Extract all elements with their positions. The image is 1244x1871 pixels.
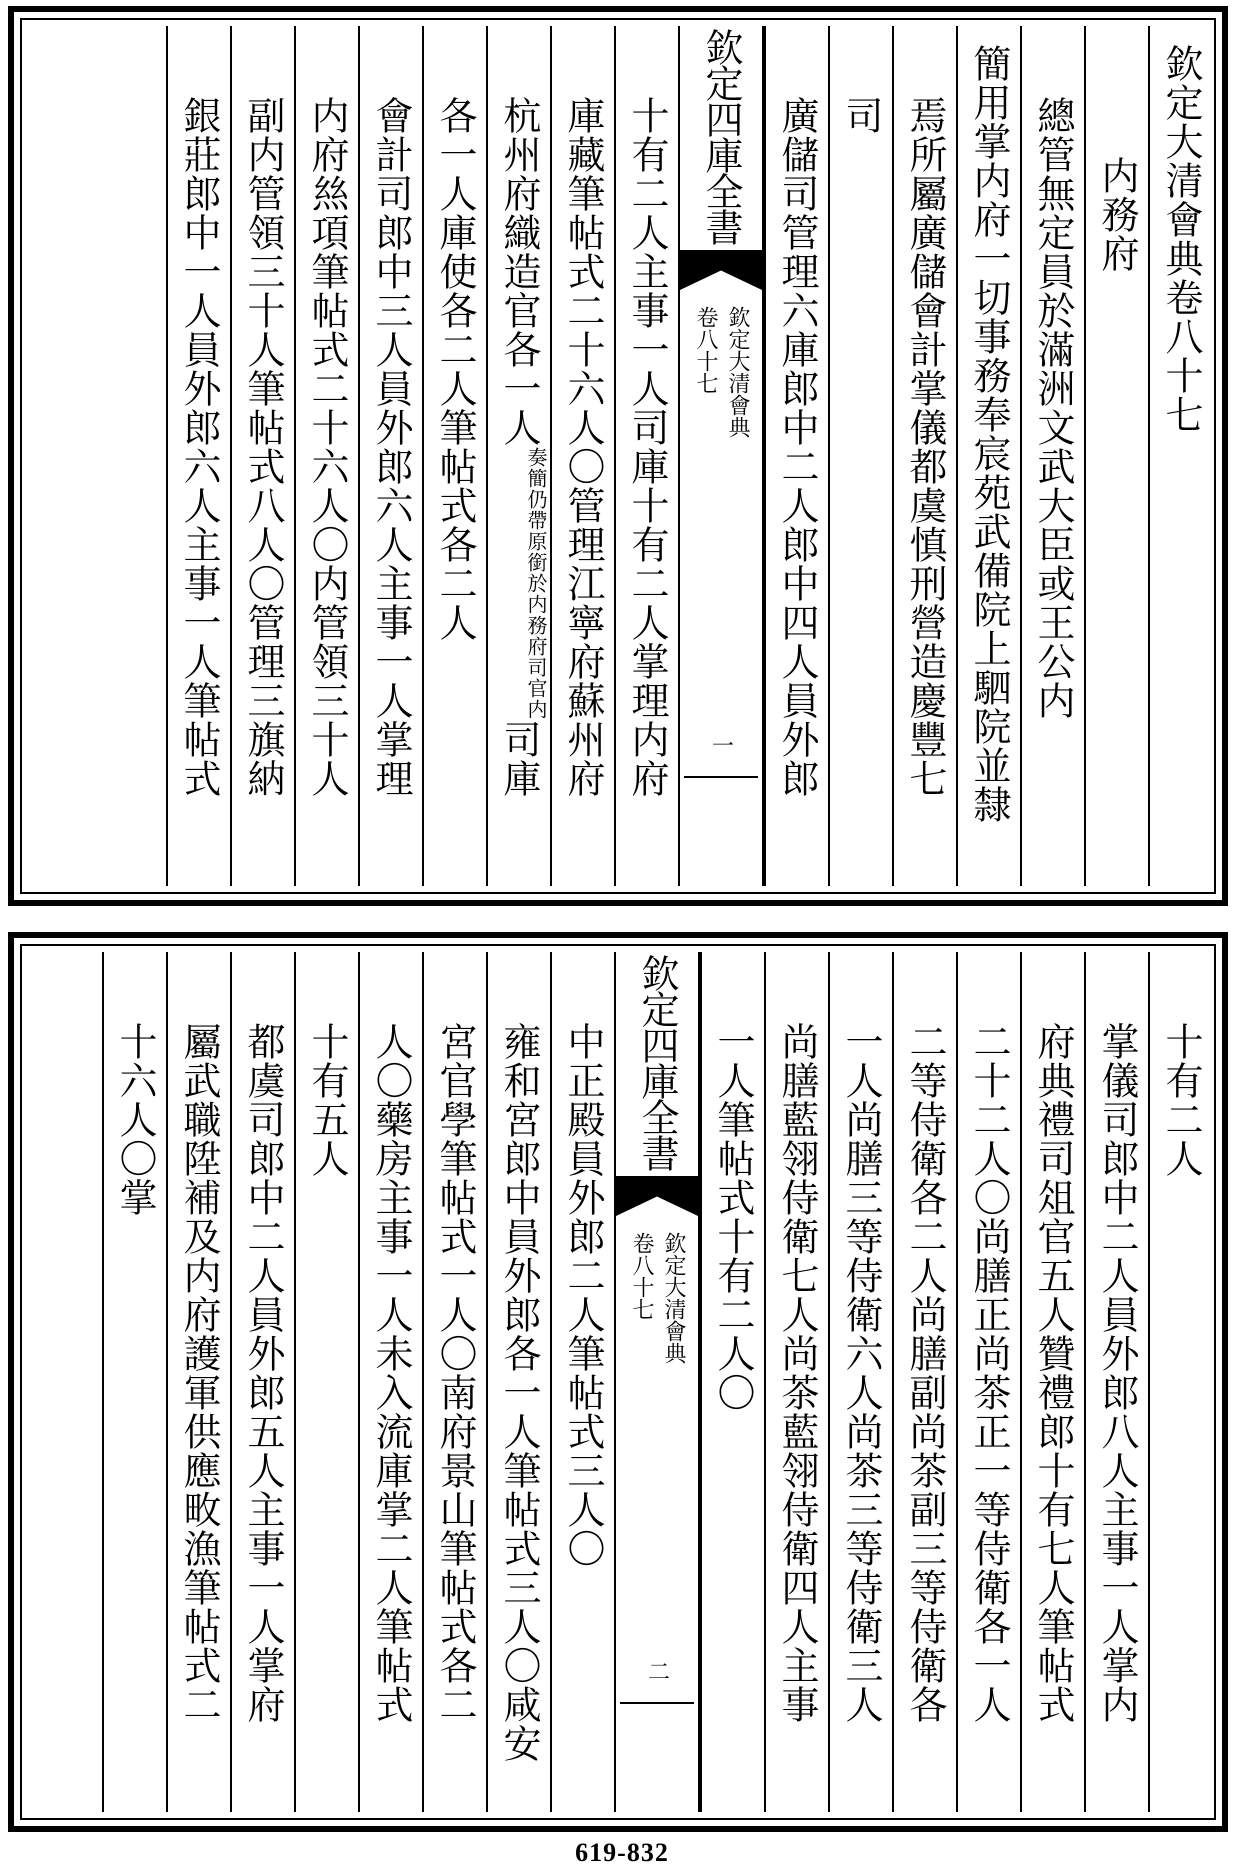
text-column — [166, 26, 230, 886]
column-text — [490, 26, 548, 798]
center-gutter — [614, 952, 700, 1812]
gutter-rule — [620, 1702, 694, 1704]
gutter-page-number: 一 — [708, 734, 734, 756]
text-column — [486, 952, 550, 1812]
column-text: 十有五人 — [305, 1022, 349, 1178]
gutter-volume: 卷八十七 — [693, 306, 718, 394]
text-column — [294, 26, 358, 886]
column-text: 一人尚膳三等侍衛六人尚茶三等侍衛三人 — [839, 1022, 883, 1724]
column-text: 會計司郎中三人員外郎六人主事一人掌理 — [369, 96, 413, 798]
top-page-columns — [24, 22, 1212, 890]
gutter-page-number: 二 — [644, 1660, 670, 1682]
column-text: 内府𢇁項筆帖式二十六人〇内管領三十人 — [305, 96, 349, 798]
gutter-subtitle — [628, 1232, 686, 1364]
column-text: 總管無定員於滿洲文武大臣或王公内 — [1031, 96, 1075, 720]
gutter-subtitle — [692, 306, 750, 438]
column-text: 簡用掌内府一切事務奉宸苑武備院上駟院並隸 — [967, 44, 1011, 824]
column-text: 廣儲司管理六庫郎中二人郎中四人員外郎 — [775, 96, 819, 798]
column-text: 内務府 — [1095, 156, 1139, 273]
column-text: 焉所屬廣儲會計掌儀都虞慎刑營造慶豐七 — [903, 96, 947, 798]
center-gutter — [678, 26, 764, 886]
column-text: 十有二人 — [1159, 1022, 1203, 1178]
text-column — [230, 952, 294, 1812]
column-text: 十六人〇掌 — [113, 1022, 157, 1217]
column-text: 人〇藥房主事一人未入流庫掌二人筆帖式 — [369, 1022, 413, 1724]
text-column — [550, 952, 614, 1812]
text-column — [764, 952, 828, 1812]
gutter-title: 欽定四庫全書 — [699, 28, 743, 244]
text-column — [550, 26, 614, 886]
text-column — [828, 952, 892, 1812]
text-column — [358, 952, 422, 1812]
column-text: 欽定大清會典卷八十七 — [1159, 44, 1203, 434]
bottom-page-columns — [24, 948, 1212, 1816]
column-text: 司 — [839, 96, 883, 135]
bottom-page — [8, 932, 1228, 1832]
column-text: 府典禮司俎官五人贊禮郎十有七人筆帖式 — [1031, 1022, 1075, 1724]
column-text: 各一人庫使各二人筆帖式各二人 — [433, 96, 477, 642]
text-column — [1148, 952, 1212, 1812]
text-column — [892, 952, 956, 1812]
column-text: 二十二人〇尚膳正尚茶正一等侍衛各一人 — [967, 1022, 1011, 1724]
fish-tail-ornament — [616, 1176, 698, 1216]
column-text: 雍和宮郎中員外郎各一人筆帖式三人〇咸安 — [497, 1022, 541, 1763]
column-text: 銀莊郎中一人員外郎六人主事一人筆帖式 — [177, 96, 221, 798]
text-column — [956, 26, 1020, 886]
text-column — [764, 26, 828, 886]
text-column — [422, 952, 486, 1812]
note-left: 奏簡仍帶原銜 — [524, 447, 548, 573]
column-text: 中正殿員外郎二人筆帖式三人〇 — [561, 1022, 605, 1568]
column-text: 一人筆帖式十有二人〇 — [711, 1022, 755, 1412]
text-column — [1084, 952, 1148, 1812]
column-main-text: 杭州府織造官各一人 — [497, 96, 541, 447]
gutter-book-title: 欽定大清會典 — [661, 1232, 686, 1364]
text-column — [230, 26, 294, 886]
column-text-after-note: 司庫 — [497, 720, 541, 798]
column-text: 尚膳藍翎侍衛七人尚茶藍翎侍衛四人主事 — [775, 1022, 819, 1724]
column-text: 屬武職陞補及内府護軍供應畋漁筆帖式二 — [177, 1022, 221, 1724]
note-right: 於内務府司官内 — [524, 573, 548, 720]
column-text: 都虞司郎中二人員外郎五人主事一人掌府 — [241, 1022, 285, 1724]
text-column — [828, 26, 892, 886]
gutter-volume: 卷八十七 — [629, 1232, 654, 1320]
column-text: 副内管領三十人筆帖式八人〇管理三旗納 — [241, 96, 285, 798]
text-column — [614, 26, 678, 886]
text-column — [1020, 26, 1084, 886]
gutter-title: 欽定四庫全書 — [635, 954, 679, 1170]
text-column — [1148, 26, 1212, 886]
interlinear-note — [524, 447, 548, 720]
column-text: 十有二人主事一人司庫十有二人掌理内府 — [625, 96, 669, 798]
fish-tail-ornament — [680, 250, 762, 290]
text-column — [102, 952, 166, 1812]
top-page — [8, 6, 1228, 906]
text-column — [166, 952, 230, 1812]
column-text: 宮官學筆帖式一人〇南府景山筆帖式各二 — [433, 1022, 477, 1724]
column-text: 庫藏筆帖式二十六人〇管理江寧府蘇州府 — [561, 96, 605, 798]
text-column — [892, 26, 956, 886]
gutter-rule — [684, 776, 758, 778]
text-column — [1084, 26, 1148, 886]
column-text: 掌儀司郎中二人員外郎八人主事一人掌内 — [1095, 1022, 1139, 1724]
folio-number: 619-832 — [575, 1838, 669, 1867]
column-text: 二等侍衛各二人尚膳副尚茶副三等侍衛各 — [903, 1022, 947, 1724]
text-column — [1020, 952, 1084, 1812]
text-column — [294, 952, 358, 1812]
text-column — [700, 952, 764, 1812]
gutter-book-title: 欽定大清會典 — [725, 306, 750, 438]
text-column — [422, 26, 486, 886]
text-column — [358, 26, 422, 886]
text-column — [956, 952, 1020, 1812]
text-column-with-note — [486, 26, 550, 886]
